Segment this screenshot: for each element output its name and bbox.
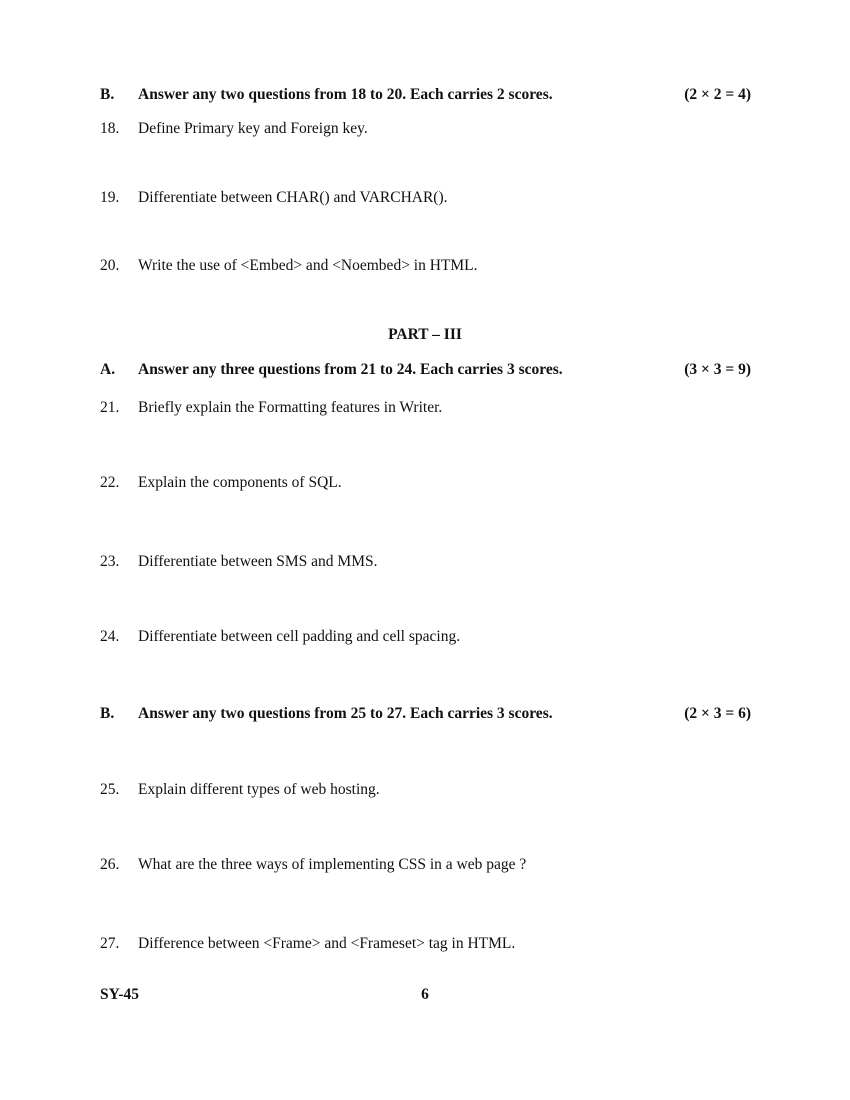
section-instruction: Answer any three questions from 21 to 24. Each carries 3 scores.: [138, 361, 563, 378]
question-number: 24.: [100, 628, 120, 645]
question-text: Briefly explain the Formatting features in Writer.: [138, 399, 443, 416]
question-number: 27.: [100, 935, 120, 952]
question-number: 21.: [100, 399, 120, 416]
paper-code: SY-45: [100, 986, 140, 1003]
question-number: 19.: [100, 189, 120, 206]
section-instruction: Answer any two questions from 18 to 20. Each carries 2 scores.: [138, 86, 553, 103]
section-marks: (3 × 3 = 9): [684, 361, 751, 378]
question-text: Differentiate between CHAR() and VARCHAR().: [138, 189, 448, 206]
page-number: 6: [421, 986, 429, 1003]
question-text: Explain the components of SQL.: [138, 474, 342, 491]
part-heading: PART – III: [388, 326, 462, 343]
section-instruction: Answer any two questions from 25 to 27. Each carries 3 scores.: [138, 705, 553, 722]
section-marks: (2 × 2 = 4): [684, 86, 751, 103]
question-text: Explain different types of web hosting.: [138, 781, 380, 798]
question-number: 26.: [100, 856, 120, 873]
question-text: Differentiate between cell padding and cell spacing.: [138, 628, 461, 645]
question-text: What are the three ways of implementing CSS in a web page ?: [138, 856, 527, 873]
section-label: A.: [100, 361, 116, 378]
question-number: 23.: [100, 553, 120, 570]
question-number: 20.: [100, 257, 120, 274]
question-text: Write the use of <Embed> and <Noembed> in HTML.: [138, 257, 478, 274]
question-text: Define Primary key and Foreign key.: [138, 120, 368, 137]
question-number: 25.: [100, 781, 120, 798]
question-text: Difference between <Frame> and <Frameset> tag in HTML.: [138, 935, 516, 952]
question-number: 22.: [100, 474, 120, 491]
section-label: B.: [100, 86, 115, 103]
question-text: Differentiate between SMS and MMS.: [138, 553, 378, 570]
question-number: 18.: [100, 120, 120, 137]
section-label: B.: [100, 705, 115, 722]
section-marks: (2 × 3 = 6): [684, 705, 751, 722]
